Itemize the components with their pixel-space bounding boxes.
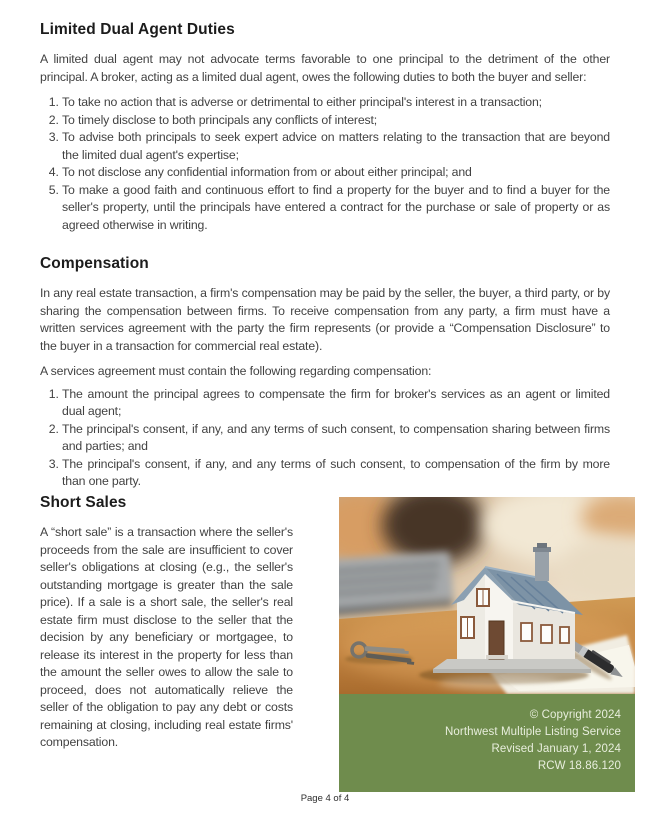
duties-list — [40, 94, 610, 234]
section-compensation — [40, 254, 610, 491]
house-reflection — [439, 676, 559, 690]
section-short-sales — [40, 493, 293, 760]
photo-and-copyright-panel — [339, 497, 635, 792]
copyright-block — [339, 694, 635, 792]
lead-in-paragraph: A services agreement must contain the following regarding compensation: — [40, 364, 432, 378]
list-item: 1. To take no action that is adverse or detrimental to either principal's interest in a transaction; — [62, 94, 610, 112]
section-heading: Short Sales — [40, 494, 127, 511]
section-intro-paragraph: In any real estate transaction, a firm's compensation may be paid by the seller, the buyer, a third party, or by sharing the compensation between firms. To receive compensation from any party, a firm must have a written services agreement with the party the firm represents (or provide a “Compensation Disclosure” to the buyer in a transaction for commercial real estate). — [40, 286, 610, 353]
list-item: 3. To advise both principals to seek expert advice on matters relating to the transaction that are beyond the limited dual agent's expertise; — [62, 129, 610, 164]
list-item: 3. The principal's consent, if any, and any terms of such consent, to compensation of the firm by more than one party. — [62, 456, 610, 491]
section-body-paragraph: A “short sale” is a transaction where the seller's proceeds from the sale are insufficient to cover seller's obligations at closing (e.g., the seller's outstanding mortgage is greater than the sale price). If a sale is a short sale, the seller's real estate firm must disclose to the seller that the decision by any beneficiary or mortgagee, to release its interest in the property for less than the amount the seller owes to allow the sale to proceed, does not automatically relieve the seller of the obligation to pay any debt or costs remaining at closing, including real estate firms' compensation. — [40, 525, 293, 749]
section-limited-dual-agent-duties — [40, 20, 610, 234]
copyright-line: © Copyright 2024 — [529, 709, 621, 721]
list-item: 2. To timely disclose to both principals any conflicts of interest; — [62, 112, 610, 130]
laptop-blur — [339, 551, 454, 616]
section-heading: Limited Dual Agent Duties — [40, 21, 235, 38]
compensation-list — [40, 386, 610, 491]
copyright-line: RCW 18.86.120 — [537, 760, 621, 772]
copyright-line: Northwest Multiple Listing Service — [445, 726, 621, 738]
list-item: 4. To not disclose any confidential information from or about either principal; and — [62, 164, 610, 182]
section-heading: Compensation — [40, 255, 149, 272]
list-item: 2. The principal's consent, if any, and any terms of such consent, to compensation sharing between firms and parties; and — [62, 421, 610, 456]
copyright-line: Revised January 1, 2024 — [491, 743, 621, 755]
page-number: Page 4 of 4 — [300, 793, 350, 804]
list-item: 5. To make a good faith and continuous effort to find a property for the buyer and to find a buyer for the seller's property, until the principals have entered a contract for the purchase or sale of property or as agreed otherwise in writing. — [62, 182, 610, 235]
section-intro-paragraph: A limited dual agent may not advocate terms favorable to one principal to the detriment of the other principal. A broker, acting as a limited dual agent, owes the following duties to both the buyer and seller: — [40, 52, 610, 84]
list-item: 1. The amount the principal agrees to compensate the firm for broker's services as an agent or limited dual agent; — [62, 386, 610, 421]
model-house-photo — [339, 497, 635, 694]
